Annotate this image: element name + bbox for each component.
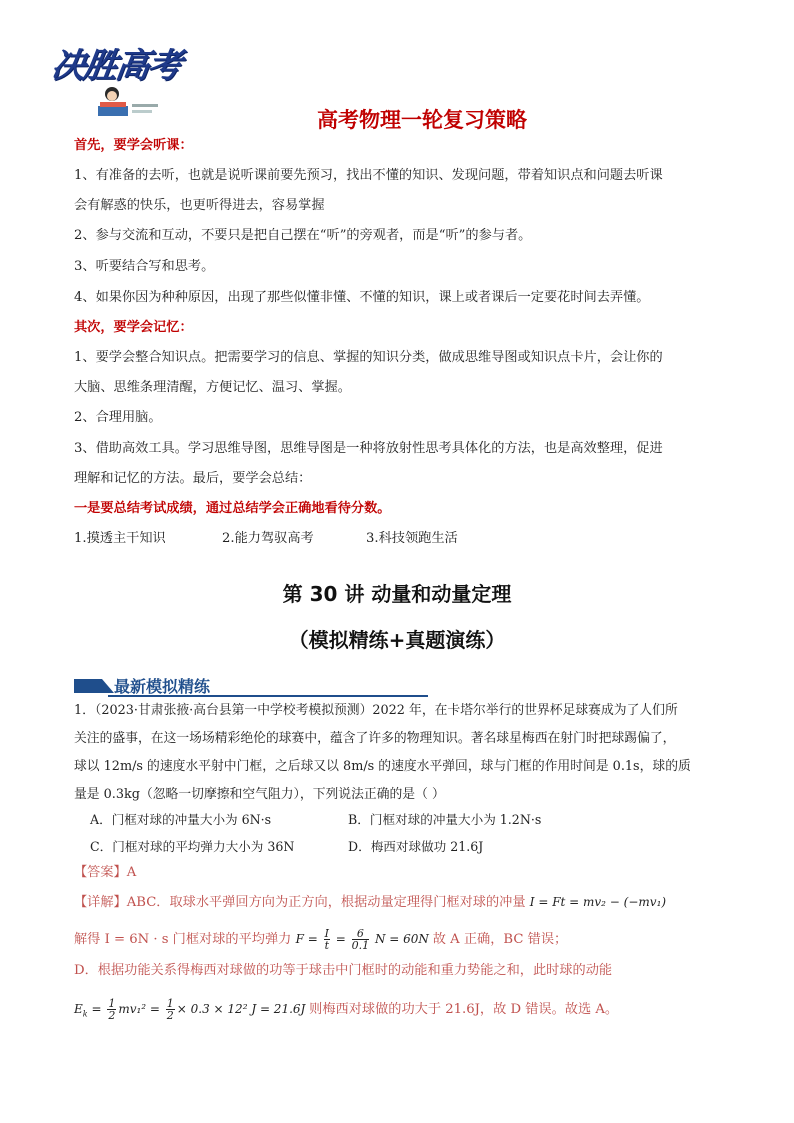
detail-text: ABC．取球水平弹回方向为正方向，根据动量定理得门框对球的冲量 [126,895,526,910]
detail-text: 解得 I = 6N · s 门框对球的平均弹力 [74,932,292,947]
fraction-denominator: 2 [108,1009,116,1022]
formula-part: E [74,1002,83,1016]
fraction [352,928,370,951]
banner-label: 最新模拟精练 [114,677,211,696]
answer-line: 【答案】A [74,865,137,880]
summary-line: 一是要总结考试成绩，通过总结学会正确地看待分数。 [74,501,391,516]
fraction [324,928,330,951]
section-heading-listen: 首先，要学会听课： [74,138,193,153]
option-c: C．门框对球的平均弹力大小为 36N [90,839,295,854]
formula-part: × 0.3 × 12² J = 21.6J [176,1002,306,1016]
fraction-numerator: 1 [108,997,116,1010]
fraction-numerator: I [324,927,329,940]
detail-text: 故 A 正确，BC 错误； [432,932,568,947]
question-line: 球以 12m/s 的速度水平射中门框，之后球又以 8m/s 的速度水平弹回，球与门框的作用时间是 0.1s，球的质 [74,759,691,774]
fraction-numerator: 1 [166,997,174,1010]
page-title: 高考物理一轮复习策略 [317,108,527,132]
formula-part: F = [295,932,322,946]
banner-arrow-icon [74,679,114,693]
question-line: 关注的盛事，在这一场场精彩绝伦的球赛中，蕴含了许多的物理知识。著名球星梅西在射门时把球踢偏了， [74,731,676,746]
section-banner [74,674,434,698]
option-a: A．门框对球的冲量大小为 6N·s [90,812,272,827]
formula-part: N = 60N [371,932,429,946]
paragraph-line: 2、参与交流和互动，不要只是把自己摆在“听”的旁观者，而是“听”的参与者。 [74,228,532,243]
option-b: B．门框对球的冲量大小为 1.2N·s [348,812,542,827]
paragraph-line: 理解和记忆的方法。最后，要学会总结： [74,471,312,486]
paragraph-line: 大脑、思维条理清醒，方便记忆、温习、掌握。 [74,380,351,395]
paragraph-line: 3、听要结合写和思考。 [74,259,215,274]
lecture-subtitle: （模拟精练+真题演练） [288,628,506,652]
fraction [166,998,175,1021]
detail-label: 【详解】 [74,895,127,910]
formula-part: = [87,1002,106,1016]
logo-text: 决胜高考 [48,46,183,86]
paragraph-line: 2、合理用脑。 [74,410,162,425]
fraction-denominator: 2 [166,1009,174,1022]
formula-subscript: k [82,1009,88,1019]
fraction-denominator: t [324,939,329,952]
tip-2: 2.能力驾驭高考 [222,531,314,546]
paragraph-line: 4、如果你因为种种原因，出现了那些似懂非懂、不懂的知识，课上或者课后一定要花时间去弄懂。 [74,290,650,305]
question-line: 1．（2023·甘肃张掖·高台县第一中学校考模拟预测）2022 年，在卡塔尔举行的世界杯足球赛成为了人们所 [74,703,678,718]
formula-kinetic-energy [74,997,309,1022]
option-d: D．梅西对球做功 21.6J [348,839,484,854]
section-heading-memory: 其次，要学会记忆： [74,320,193,335]
fraction [107,998,116,1021]
detail-line-4 [74,998,618,1023]
tip-1: 1.摸透主干知识 [74,531,166,546]
formula-part: mv₁² = [118,1002,164,1016]
paragraph-line: 会有解惑的快乐，也更听得进去，容易掌握 [74,198,325,213]
fraction-numerator: 6 [352,928,370,940]
lecture-title: 第 30 讲 动量和动量定理 [282,582,512,606]
formula-part: = [331,932,350,946]
detail-line-2 [74,928,567,951]
paragraph-line: 1、有准备的去听，也就是说听课前要先预习，找出不懂的知识、发现问题，带着知识点和问题去听课 [74,168,663,183]
detail-line-1 [74,893,666,912]
detail-text: 则梅西对球做的功大于 21.6J，故 D 错误。故选 A。 [309,1002,619,1017]
fraction-denominator: 0.1 [351,939,370,952]
detail-line-3: D．根据功能关系得梅西对球做的功等于球击中门框时的动能和重力势能之和，此时球的动能 [74,963,613,978]
formula-force [295,927,433,952]
tip-3: 3.科技领跑生活 [366,531,458,546]
paragraph-line: 1、要学会整合知识点。把需要学习的信息、掌握的知识分类，做成思维导图或知识点卡片，会让你的 [74,350,663,365]
paragraph-line: 3、借助高效工具。学习思维导图，思维导图是一种将放射性思考具体化的方法，也是高效整理，促进 [74,441,663,456]
formula-impulse: I = Ft = mv₂ − (−mv₁) [529,895,667,909]
question-line: 量是 0.3kg（忽略一切摩擦和空气阻力），下列说法正确的是（ ） [74,787,445,802]
